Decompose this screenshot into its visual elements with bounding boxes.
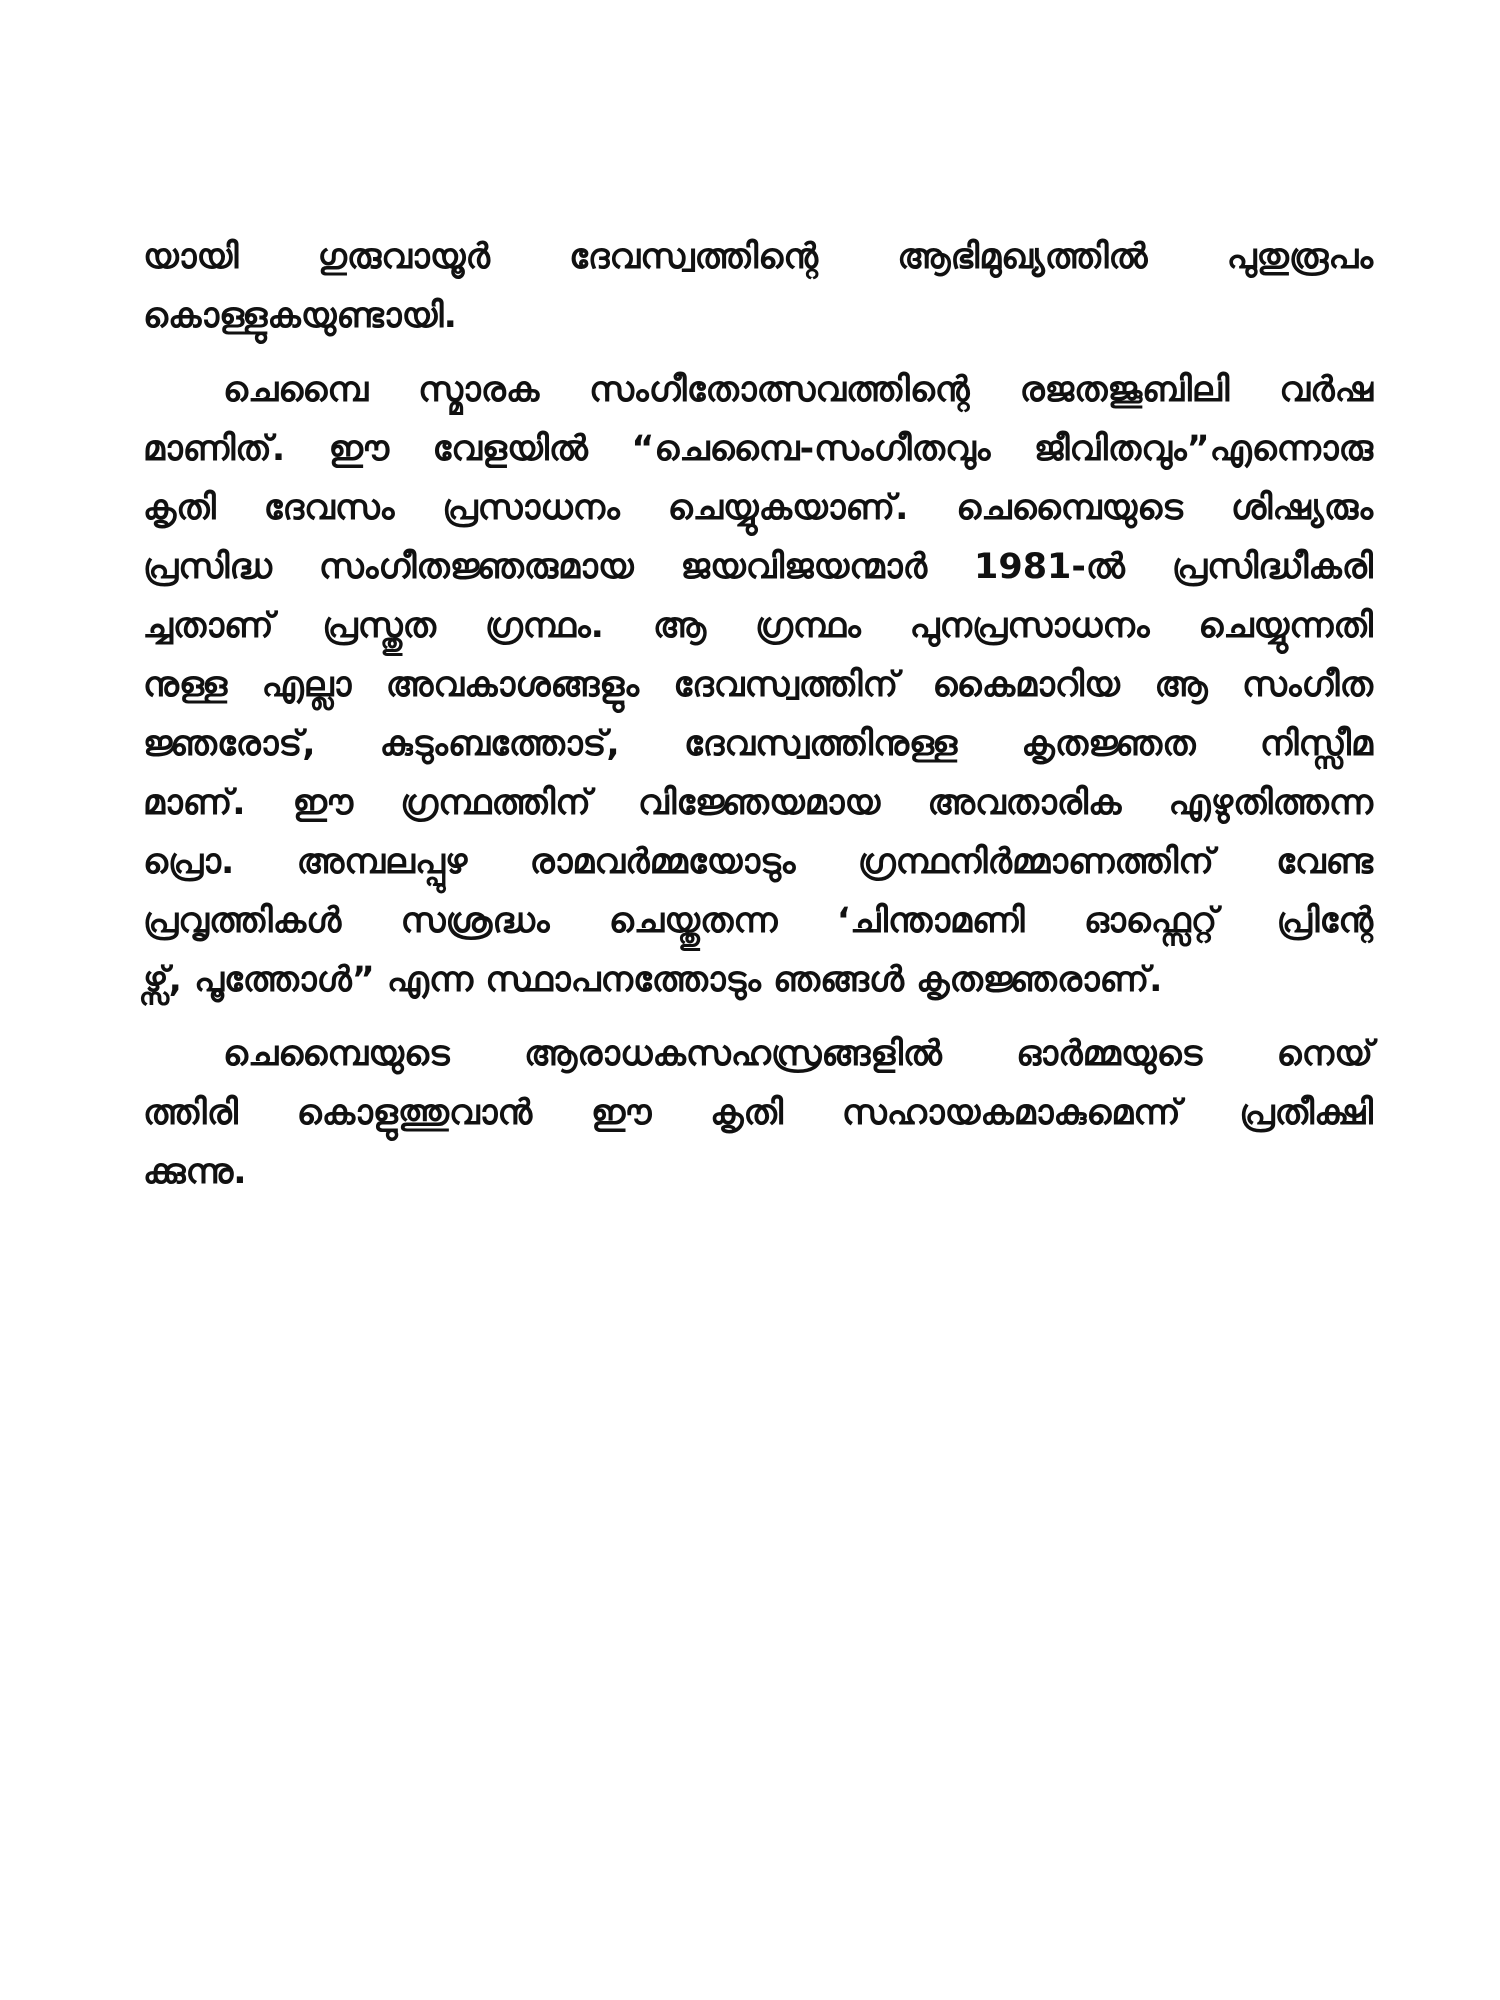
text-line: കൃതി ദേവസം പ്രസാധനം ചെയ്യുകയാണ്. ചെമ്പൈയുടെ ശിഷ്യരും xyxy=(143,488,1373,528)
text-line: ചെമ്പൈയുടെ ആരാധകസഹസ്രങ്ങളിൽ ഓർമ്മയുടെ നെയ് xyxy=(223,1034,1373,1074)
body-text xyxy=(143,228,1373,1202)
text-line: പ്രൊ. അമ്പലപ്പുഴ രാമവർമ്മയോടും ഗ്രന്ഥനിർമ്മാണത്തിന് വേണ്ട xyxy=(143,842,1373,882)
text-line: ഴ്സ്, പൂത്തോൾ” എന്ന സ്ഥാപനത്തോടും ഞങ്ങൾ കൃതജ്ഞരാണ്. xyxy=(143,960,1163,1000)
text-line: മാണ്. ഈ ഗ്രന്ഥത്തിന് വിജ്ഞേയമായ അവതാരിക എഴുതിത്തന്ന xyxy=(143,783,1373,823)
text-line: ചെമ്പൈ സ്മാരക സംഗീതോത്സവത്തിന്റെ രജതജൂബിലി വർഷ xyxy=(223,370,1373,410)
text-line: ജ്ഞരോട്, കുടുംബത്തോട്, ദേവസ്വത്തിനുള്ള കൃതജ്ഞത നിസ്സീമ xyxy=(143,724,1373,764)
text-line: ത്തിരി കൊളുത്തുവാൻ ഈ കൃതി സഹായകമാകുമെന്ന് പ്രതീക്ഷി xyxy=(143,1093,1373,1133)
text-line: പ്രസിദ്ധ സംഗീതജ്ഞരുമായ ജയവിജയന്മാർ 1981-ൽ പ്രസിദ്ധീകരി xyxy=(143,547,1373,587)
text-line: പ്രവൃത്തികൾ സശ്രദ്ധം ചെയ്തുതന്ന ‘ചിന്താമണി ഓഫ്സെറ്റ് പ്രിന്റേ xyxy=(143,901,1373,941)
text-line: ച്ചതാണ് പ്രസ്തുത ഗ്രന്ഥം. ആ ഗ്രന്ഥം പുനപ്രസാധനം ചെയ്യുന്നതി xyxy=(143,606,1373,646)
paragraph-gap xyxy=(143,1010,1373,1025)
text-line: കൊള്ളുകയുണ്ടായി. xyxy=(143,296,457,336)
text-line: ക്കുന്നു. xyxy=(143,1152,247,1192)
text-line: യായി ഗുരുവായൂർ ദേവസ്വത്തിന്റെ ആഭിമുഖ്യത്തിൽ പുതുരൂപം xyxy=(143,237,1373,277)
text-line: നുള്ള എല്ലാ അവകാശങ്ങളും ദേവസ്വത്തിന് കൈമാറിയ ആ സംഗീത xyxy=(143,665,1373,705)
text-line: മാണിത്. ഈ വേളയിൽ “ചെമ്പൈ-സംഗീതവും ജീവിതവും”എന്നൊരു xyxy=(143,429,1373,469)
paragraph-gap xyxy=(143,346,1373,361)
